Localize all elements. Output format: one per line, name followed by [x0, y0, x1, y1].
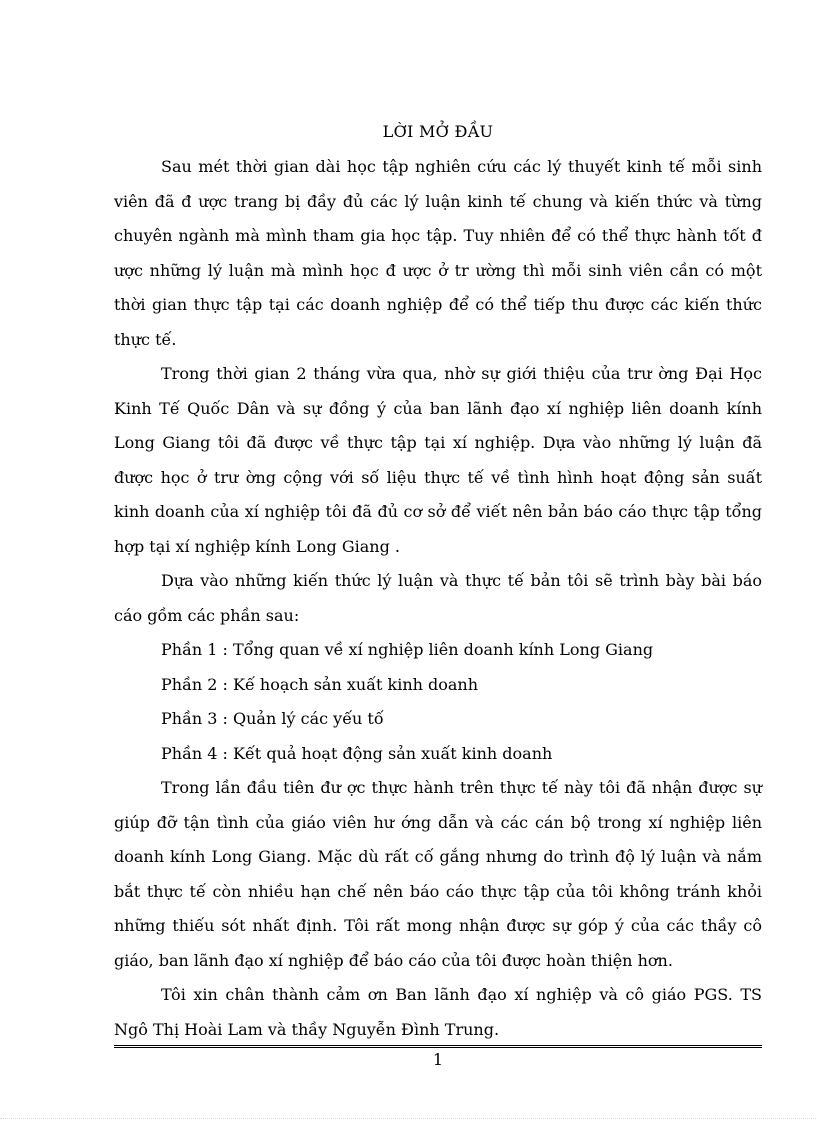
paragraph-thanks-help: Trong lần đầu tiên đư ợc thực hành trên thực tế này tôi đã nhận được sự giúp đỡ tận tình của giáo viên hư ớng dẫn và các cán bộ trong xí nghiệp liên doanh kính Long Giang. Mặc dù rất cố gắng nhưng do trình độ lý luận và nắm bắt thực tế còn nhiều hạn chế nên báo cáo thực tập của tôi không tránh khỏi những thiếu sót nhất định. Tôi rất mong nhận được sự góp ý của các thầy cô giáo, ban lãnh đạo xí nghiệp để báo cáo của tôi được hoàn thiện hơn.	[114, 778, 762, 970]
paragraph-acknowledgement: Tôi xin chân thành cảm ơn Ban lãnh đạo xí nghiệp và cô giáo PGS. TS Ngô Thị Hoài Lam và thầy Nguyễn Đình Trung.	[114, 985, 762, 1039]
list-item-part-1: Phần 1 : Tổng quan về xí nghiệp liên doanh kính Long Giang	[161, 640, 654, 659]
paragraph-intro: Sau mét thời gian dài học tập nghiên cứu các lý thuyết kinh tế mỗi sinh viên đã đ ược trang bị đầy đủ các lý luận kinh tế chung và kiến thức và từng chuyên ngành mà mình tham gia học tập. Tuy nhiên để có thể thực hành tốt đ ược những lý luận mà mình học đ ược ở tr ường thì mỗi sinh viên cần có một thời gian thực tập tại các doanh nghiệp để có thể tiếp thu được các kiến thức thực tế.	[114, 157, 762, 349]
page-title: LỜI MỞ ĐẦU	[382, 122, 494, 141]
list-item-part-2: Phần 2 : Kế hoạch sản xuất kinh doanh	[161, 674, 479, 694]
document-body	[114, 150, 762, 1047]
list-item-part-3: Phần 3 : Quản lý các yếu tố	[161, 709, 384, 728]
footer-double-rule	[114, 1045, 762, 1048]
page-number: 1	[432, 1050, 444, 1069]
document-page	[114, 0, 762, 1123]
paragraph-internship: Trong thời gian 2 tháng vừa qua, nhờ sự giới thiệu của trư ờng Đại Học Kinh Tế Quốc Dân và sự đồng ý của ban lãnh đạo xí nghiệp liên doanh kính Long Giang tôi đã được về thực tập tại xí nghiệp. Dựa vào những lý luận đã được học ở trư ờng cộng với số liệu thực tế về tình hình hoạt động sản suất kinh doanh của xí nghiệp tôi đã đủ cơ sở để viết nên bản báo cáo thực tập tổng hợp tại xí nghiệp kính Long Giang .	[114, 364, 762, 556]
list-item-part-4: Phần 4 : Kết quả hoạt động sản xuất kinh doanh	[161, 743, 553, 763]
paragraph-outline: Dựa vào những kiến thức lý luận và thực tế bản tôi sẽ trình bày bài báo cáo gồm các phần sau:	[114, 571, 762, 625]
page-bottom-dotted-border	[0, 1118, 816, 1119]
